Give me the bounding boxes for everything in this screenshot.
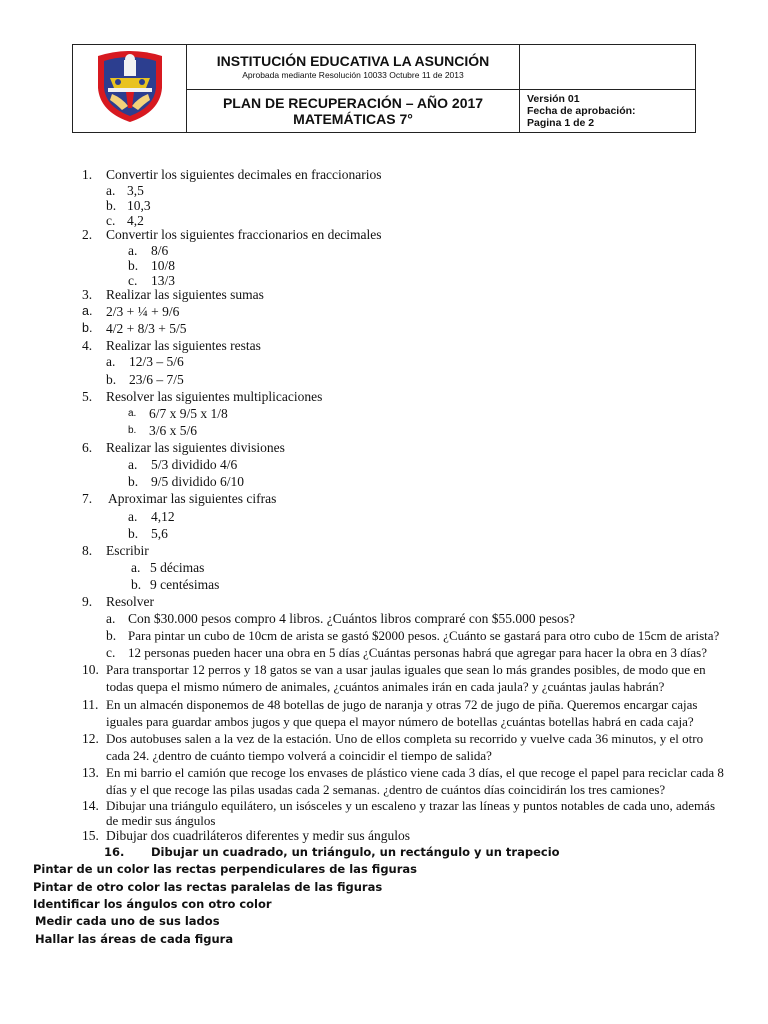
item-number: 16. bbox=[104, 845, 125, 859]
exercise-text: 13/3 bbox=[151, 273, 176, 288]
exercise-text: 12/3 – 5/6 bbox=[129, 354, 184, 369]
plan-title: PLAN DE RECUPERACIÓN – AÑO 2017 bbox=[222, 95, 484, 111]
exercise-text: Dibujar un cuadrado, un triángulo, un rectángulo y un trapecio bbox=[151, 845, 560, 859]
item-number: 3. bbox=[82, 287, 93, 302]
exercise-text: Dos autobuses salen a la vez de la estación. Uno de ellos completa su recorrido y vuelve cada 36 minutos, y el otro bbox=[106, 731, 704, 746]
institution-name: INSTITUCIÓN EDUCATIVA LA ASUNCIÓN bbox=[216, 53, 490, 69]
exercise-text: 2/3 + ¼ + 9/6 bbox=[106, 304, 180, 319]
item-letter: a. bbox=[131, 560, 141, 575]
approval-date-label: Fecha de aprobación: bbox=[527, 105, 636, 117]
institution-shield-logo bbox=[92, 48, 168, 124]
exercise-text: Con $30.000 pesos compro 4 libros. ¿Cuántos libros compraré con $55.000 pesos? bbox=[128, 611, 575, 626]
item-letter: b. bbox=[128, 474, 139, 489]
exercise-text: Para pintar un cubo de 10cm de arista se gastó $2000 pesos. ¿Cuánto se gastará para otro cubo de 15cm de arista? bbox=[128, 628, 720, 643]
exercise-text: 5 décimas bbox=[150, 560, 205, 575]
item-letter: a. bbox=[128, 457, 138, 472]
item-number: 15. bbox=[82, 828, 99, 843]
empty-cell bbox=[520, 45, 696, 90]
exercise-text: 10/8 bbox=[151, 258, 176, 273]
institution-cell bbox=[187, 45, 520, 90]
item-number: 11. bbox=[82, 697, 99, 712]
item-number: 7. bbox=[82, 491, 93, 506]
item-letter: b. bbox=[128, 526, 139, 541]
exercise-text: 5/3 dividido 4/6 bbox=[151, 457, 238, 472]
exercise-text: 9 centésimas bbox=[150, 577, 220, 592]
exercise-text: 9/5 dividido 6/10 bbox=[151, 474, 245, 489]
document-header-table bbox=[72, 44, 696, 133]
task-text: Pintar de otro color las rectas paralelas de las figuras bbox=[33, 880, 383, 894]
exercise-text: 5,6 bbox=[151, 526, 168, 541]
exercise-text: 12 personas pueden hacer una obra en 5 días ¿Cuántas personas habrá que agregar para hacer la obra en 3 días? bbox=[128, 645, 707, 660]
item-letter: a. bbox=[82, 304, 93, 318]
version-label: Versión 01 bbox=[527, 93, 580, 105]
item-letter: a. bbox=[128, 243, 138, 258]
item-letter: b. bbox=[128, 258, 139, 273]
page-number: Pagina 1 de 2 bbox=[527, 117, 595, 129]
logo-cell bbox=[73, 45, 187, 133]
exercise-text: días y el que recoge las pilas usadas cada 2 semanas. ¿dentro de cuántos días coincidirán los tres camiones? bbox=[106, 782, 666, 797]
task-text: Hallar las áreas de cada figura bbox=[35, 932, 234, 946]
exercise-text: Dibujar dos cuadriláteros diferentes y medir sus ángulos bbox=[106, 828, 411, 843]
item-letter: b. bbox=[106, 198, 117, 213]
plan-title-cell bbox=[187, 90, 520, 133]
exercise-text: Realizar las siguientes restas bbox=[106, 338, 261, 353]
item-number: 14. bbox=[82, 798, 99, 813]
item-letter: c. bbox=[106, 213, 116, 228]
exercise-text: Resolver bbox=[106, 594, 154, 609]
exercise-text: En mi barrio el camión que recoge los envases de plástico viene cada 3 días, el que recoge el papel para reciclar cada 8 bbox=[106, 765, 724, 780]
exercise-text: iguales para guardar ambos jugos y que quepa el mayor número de botellas ¿cuántas botellas habrá en cada caja? bbox=[106, 714, 694, 729]
exercise-text: 8/6 bbox=[151, 243, 169, 258]
exercise-text: 4,12 bbox=[151, 509, 175, 524]
item-letter: a. bbox=[128, 509, 138, 524]
item-number: 13. bbox=[82, 765, 99, 780]
task-text: Identificar los ángulos con otro color bbox=[33, 897, 272, 911]
item-letter: c. bbox=[128, 273, 138, 288]
exercise-text: Realizar las siguientes divisiones bbox=[106, 440, 285, 455]
item-number: 9. bbox=[82, 594, 93, 609]
item-letter: a. bbox=[106, 183, 116, 198]
meta-cell bbox=[520, 90, 696, 133]
exercise-text: 23/6 – 7/5 bbox=[129, 372, 184, 387]
task-text: Medir cada uno de sus lados bbox=[35, 914, 220, 928]
item-number: 6. bbox=[82, 440, 93, 455]
item-letter: b. bbox=[106, 372, 117, 387]
item-number: 4. bbox=[82, 338, 93, 353]
item-letter: b. bbox=[131, 577, 142, 592]
item-letter: b. bbox=[128, 425, 137, 436]
exercise-text: cada 24. ¿dentro de cuánto tiempo volverá a coincidir el tiempo de salida? bbox=[106, 748, 492, 763]
item-number: 12. bbox=[82, 731, 99, 746]
exercise-text: Resolver las siguientes multiplicaciones bbox=[106, 389, 323, 404]
item-letter: b. bbox=[106, 628, 117, 643]
task-text: Pintar de un color las rectas perpendiculares de las figuras bbox=[33, 862, 418, 876]
exercise-text: 6/7 x 9/5 x 1/8 bbox=[149, 406, 228, 421]
exercise-text: de medir sus ángulos bbox=[106, 813, 216, 828]
exercise-text: Dibujar una triángulo equilátero, un isósceles y un escaleno y trazar las líneas y puntos notables de cada uno, además bbox=[106, 798, 716, 813]
exercise-text: todas quepa el mismo número de animales, ¿cuántos animales irán en cada jaula? y ¿cuántas jaulas habrán? bbox=[106, 679, 665, 694]
item-number: 10. bbox=[82, 662, 99, 677]
exercise-text: 3/6 x 5/6 bbox=[149, 423, 198, 438]
approval-resolution: Aprobada mediante Resolución 10033 Octubre 11 de 2013 bbox=[242, 70, 464, 80]
item-letter: b. bbox=[82, 321, 93, 335]
exercise-text: 4/2 + 8/3 + 5/5 bbox=[106, 321, 187, 336]
exercise-text: En un almacén disponemos de 48 botellas de jugo de naranja y otras 72 de jugo de piña. Queremos encargar cajas bbox=[106, 697, 698, 712]
exercise-text: Aproximar las siguientes cifras bbox=[108, 491, 277, 506]
exercise-text: Escribir bbox=[106, 543, 149, 558]
item-number: 1. bbox=[82, 167, 93, 182]
item-letter: a. bbox=[106, 611, 116, 626]
exercise-text: 10,3 bbox=[127, 198, 151, 213]
exercise-text: 3,5 bbox=[127, 183, 144, 198]
exercise-text: Convertir los siguientes fraccionarios en decimales bbox=[106, 227, 382, 242]
item-number: 2. bbox=[82, 227, 93, 242]
item-number: 5. bbox=[82, 389, 93, 404]
item-letter: a. bbox=[128, 408, 137, 419]
subject-title: MATEMÁTICAS 7° bbox=[293, 111, 413, 127]
exercise-text: Para transportar 12 perros y 18 gatos se van a usar jaulas iguales que sean lo más grandes posibles, de modo que en bbox=[106, 662, 706, 677]
item-letter: c. bbox=[106, 645, 116, 660]
item-number: 8. bbox=[82, 543, 93, 558]
exercise-text: Realizar las siguientes sumas bbox=[106, 287, 264, 302]
exercise-text: 4,2 bbox=[127, 213, 144, 228]
item-letter: a. bbox=[106, 354, 116, 369]
exercise-text: Convertir los siguientes decimales en fraccionarios bbox=[106, 167, 382, 182]
